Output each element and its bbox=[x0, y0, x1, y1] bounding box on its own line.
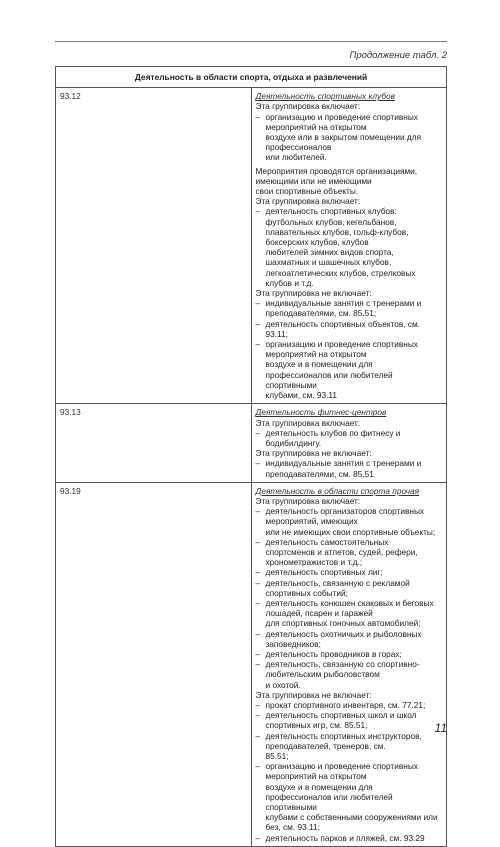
dash-bullet: – bbox=[255, 761, 261, 772]
classification-code: 93.13 bbox=[56, 404, 252, 482]
list-item-line: индивидуальные занятия с тренерами и преподавателями, см. 85.51 bbox=[265, 458, 422, 479]
list-item bbox=[256, 319, 441, 339]
list-item-line: деятельность проводников в горах; bbox=[265, 648, 402, 659]
list-item-line: 85.51; bbox=[265, 751, 289, 761]
dash-bullet: – bbox=[255, 628, 261, 639]
text-line: Эта группировка включает: bbox=[255, 196, 361, 207]
list-item bbox=[256, 506, 441, 537]
dash-bullet: – bbox=[255, 318, 261, 329]
dash-bullet: – bbox=[255, 730, 261, 741]
list-item-line: организацию и проведение спортивных мероприятий на открытом bbox=[265, 761, 418, 782]
list-item-line: деятельность самостоятельных спортсменов и атлетов, судей, рефери, bbox=[265, 536, 418, 557]
section-title: Деятельность в области спорта, отдыха и развлечений bbox=[56, 67, 447, 88]
list-item-line: плавательных клубов, гольф-клубов, боксерских клубов, клубов bbox=[265, 226, 409, 248]
list-item-line: деятельность спортивных объектов, см. 93.11; bbox=[265, 318, 421, 339]
list-item-line: деятельность спортивных клубов: футбольных клубов, кегельбанов, bbox=[265, 206, 397, 227]
list-item-line: организацию и проведение спортивных мероприятий на открытом bbox=[265, 111, 418, 132]
list-item-line: или любителей. bbox=[265, 152, 327, 163]
table-body bbox=[56, 88, 447, 847]
dash-bullet: – bbox=[255, 648, 261, 659]
table-continuation-label: Продолжение табл. 2 bbox=[349, 50, 447, 61]
list-item bbox=[256, 700, 441, 710]
list-item bbox=[256, 833, 441, 843]
dash-bullet: – bbox=[255, 699, 261, 710]
dash-bullet: – bbox=[255, 710, 261, 721]
list-item-line: деятельность охотничьих и рыболовных заповедников; bbox=[265, 628, 422, 649]
list-item-line: воздухе и в помещении для профессионалов или любителей спортивными bbox=[265, 781, 393, 813]
list-item bbox=[256, 629, 441, 649]
list-item bbox=[256, 112, 441, 163]
list-item bbox=[256, 710, 441, 730]
list-item bbox=[256, 578, 441, 598]
list-item bbox=[256, 339, 441, 400]
top-rule bbox=[55, 41, 447, 42]
list-item bbox=[256, 298, 441, 318]
classification-code: 93.19 bbox=[56, 482, 252, 846]
dash-bullet: – bbox=[255, 536, 261, 547]
text-line: Эта группировка не включает: bbox=[255, 689, 372, 700]
list-item bbox=[256, 428, 441, 448]
list-item-line: деятельность конюшен скаковых и беговых лошадей, псарен и гаражей bbox=[265, 597, 434, 619]
list-item-line: деятельность, связанную со спортивно-любительским рыболовством bbox=[265, 659, 420, 680]
list-item bbox=[256, 567, 441, 577]
list-item-line: прокат спортивного инвентаря, см. 77.21; bbox=[265, 699, 426, 710]
list-item bbox=[256, 206, 441, 288]
list-item-line: для спортивных гоночных автомобилей; bbox=[265, 618, 421, 629]
list-item bbox=[256, 598, 441, 629]
entry-body bbox=[251, 482, 447, 846]
entry-title: Деятельность фитнес-центров bbox=[255, 407, 387, 418]
entry-body bbox=[251, 404, 447, 482]
list-item-line: деятельность спортивных школ и школ спортивных игр, см. 85.51; bbox=[265, 710, 417, 731]
list-item-line: деятельность спортивных инструкторов, преподавателей, тренеров, см. bbox=[265, 730, 422, 751]
list-item bbox=[256, 659, 441, 690]
dash-bullet: – bbox=[255, 577, 261, 588]
dash-bullet: – bbox=[255, 506, 261, 517]
list-item-line: и охотой. bbox=[265, 679, 301, 690]
list-item bbox=[256, 649, 441, 659]
dash-bullet: – bbox=[255, 298, 261, 309]
dash-bullet: – bbox=[255, 597, 261, 608]
list-item-line: хронометражистов и т.д.; bbox=[265, 557, 363, 568]
dash-bullet: – bbox=[255, 206, 261, 217]
list-item-line: любителей зимних видов спорта, шахматных и шашечных клубов, bbox=[265, 247, 394, 268]
table-row bbox=[56, 482, 447, 846]
text-line: Эта группировка не включает: bbox=[255, 448, 372, 459]
text-line: Мероприятия проводятся организациями, имеющими или не имеющими bbox=[255, 165, 418, 186]
dash-bullet: – bbox=[255, 458, 261, 469]
list-item-line: воздухе или в закрытом помещении для профессионалов bbox=[265, 132, 422, 153]
dash-bullet: – bbox=[255, 427, 261, 438]
list-item bbox=[256, 761, 441, 832]
classification-code: 93.12 bbox=[56, 88, 252, 404]
list-item-line: клубами, см. 93.11 bbox=[265, 390, 338, 401]
text-line: Эта группировка включает: bbox=[255, 495, 361, 506]
text-line: свои спортивные объекты. bbox=[255, 186, 359, 197]
entry-title: Деятельность в области спорта прочая bbox=[255, 485, 420, 496]
dash-bullet: – bbox=[255, 339, 261, 350]
list-item-line: воздухе и в помещении для профессионалов или любителей спортивными bbox=[265, 359, 393, 390]
list-item-line: деятельность, связанную с рекламой спортивных событий; bbox=[265, 577, 410, 598]
list-item bbox=[256, 458, 441, 478]
table-row bbox=[56, 404, 447, 482]
dash-bullet: – bbox=[255, 659, 261, 670]
list-item-line: легкоатлетических клубов, стрелковых клубов и т.д. bbox=[265, 267, 416, 288]
list-item bbox=[256, 731, 441, 762]
list-item-line: организацию и проведение спортивных мероприятий на открытом bbox=[265, 339, 418, 360]
dash-bullet: – bbox=[255, 567, 261, 578]
list-item bbox=[256, 537, 441, 568]
classification-table bbox=[55, 66, 447, 847]
dash-bullet: – bbox=[255, 832, 261, 843]
entry-title: Деятельность спортивных клубов bbox=[255, 91, 395, 102]
list-item-line: деятельность организаторов спортивных мероприятий, имеющих bbox=[265, 506, 425, 527]
text-line: Эта группировка включает: bbox=[255, 417, 361, 428]
table-row bbox=[56, 88, 447, 404]
list-item-line: или не имеющих свои спортивные объекты; bbox=[265, 526, 436, 537]
list-item-line: клубами с собственными сооружениями или без, см. 93.11; bbox=[265, 812, 438, 833]
text-line: Эта группировка включает: bbox=[255, 101, 361, 112]
list-item-line: деятельность клубов по фитнесу и бодибилдингу. bbox=[265, 427, 401, 448]
list-item-line: индивидуальные занятия с тренерами и преподавателями, см. 85.51; bbox=[265, 298, 422, 319]
text-line: Эта группировка не включает: bbox=[255, 288, 372, 299]
entry-body bbox=[251, 88, 447, 404]
page-number: 11 bbox=[434, 721, 447, 735]
list-item-line: деятельность спортивных лиг; bbox=[265, 567, 383, 578]
dash-bullet: – bbox=[255, 111, 261, 122]
list-item-line: деятельность парков и пляжей, см. 93.29 bbox=[265, 832, 425, 843]
